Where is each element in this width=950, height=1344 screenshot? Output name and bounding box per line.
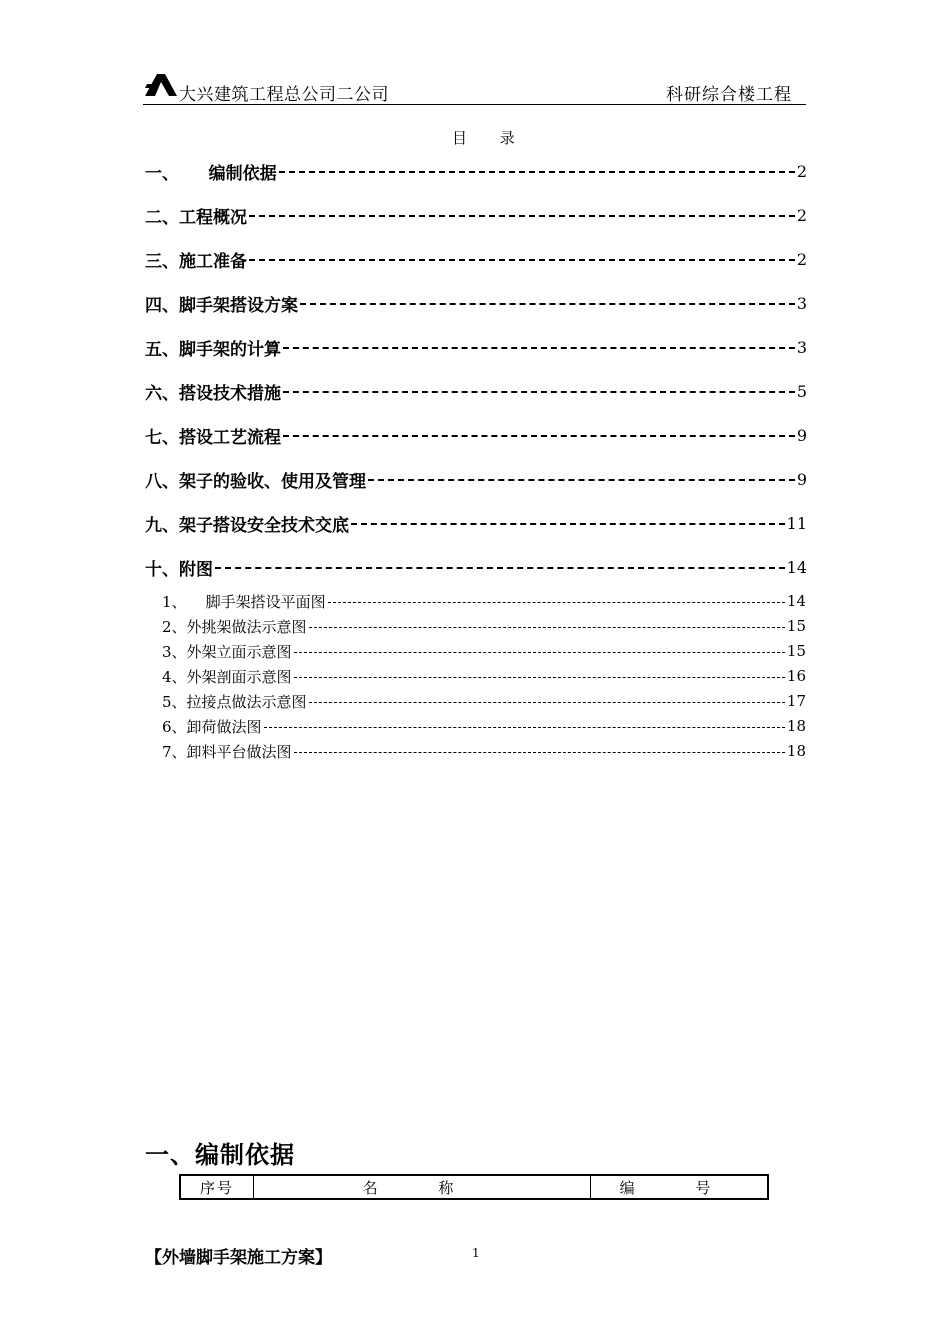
toc-leader [351, 523, 785, 525]
toc-sub-entry-label: 2、外挑架做法示意图 [162, 617, 307, 636]
toc-entry[interactable] [145, 248, 807, 270]
toc-leader [283, 391, 795, 393]
toc-entry-page: 2 [796, 249, 807, 269]
toc-leader [249, 259, 795, 261]
toc-entry-page: 2 [796, 161, 807, 181]
toc-leader [328, 602, 785, 603]
toc-entry-page: 3 [796, 337, 807, 357]
toc-leader [249, 215, 795, 217]
toc-entry[interactable] [145, 160, 807, 182]
toc-entry-page: 5 [796, 381, 807, 401]
page-header [143, 68, 806, 105]
toc-sub-entry-page: 18 [786, 742, 806, 760]
toc-leader [294, 677, 785, 678]
footer-page-number: 1 [472, 1246, 480, 1260]
toc-entry[interactable] [145, 468, 807, 490]
toc-leader [368, 479, 795, 481]
toc-leader [264, 727, 785, 728]
toc-leader [294, 752, 785, 753]
toc-entry-label: 十、附图 [145, 559, 213, 580]
toc-sub-entry-page: 14 [786, 592, 806, 610]
company-logo-icon [143, 70, 179, 98]
toc-entry-label: 七、搭设工艺流程 [145, 427, 281, 448]
toc-leader [294, 652, 785, 653]
toc-leader [309, 702, 785, 703]
footer-document-title: 【外墙脚手架施工方案】 [145, 1248, 332, 1268]
toc-entry[interactable] [145, 380, 807, 402]
toc-sub-entry-label: 1、 脚手架搭设平面图 [162, 592, 326, 611]
toc-leader [300, 303, 795, 305]
toc-entry[interactable] [145, 336, 807, 358]
toc-sub-entry-page: 15 [786, 642, 806, 660]
toc-leader [215, 567, 785, 569]
toc-sub-entry[interactable] [162, 591, 806, 611]
toc-sub-entry-page: 18 [786, 717, 806, 735]
toc-entry-label: 八、架子的验收、使用及管理 [145, 471, 366, 492]
toc-sub-entry[interactable] [162, 741, 806, 761]
basis-table-header [179, 1174, 769, 1200]
toc-entry-label: 三、施工准备 [145, 251, 247, 272]
table-header-name: 名 称 [254, 1176, 591, 1198]
toc-entry-page: 11 [786, 513, 807, 533]
toc-entry-label: 一、 编制依据 [145, 163, 277, 184]
toc-sub-entry[interactable] [162, 691, 806, 711]
toc-sub-entry[interactable] [162, 716, 806, 736]
toc-leader [283, 435, 795, 437]
toc-entry-label: 五、脚手架的计算 [145, 339, 281, 360]
toc-entry-page: 14 [786, 557, 807, 577]
toc-entry-label: 四、脚手架搭设方案 [145, 295, 298, 316]
toc-sub-entry[interactable] [162, 666, 806, 686]
toc-sub-entry-label: 5、拉接点做法示意图 [162, 692, 307, 711]
toc-leader [283, 347, 795, 349]
toc-sub-entry-page: 16 [786, 667, 806, 685]
toc-sub-entry-page: 15 [786, 617, 806, 635]
toc-entry[interactable] [145, 512, 807, 534]
table-header-code: 编 号 [619, 1178, 739, 1197]
toc-entry-label: 六、搭设技术措施 [145, 383, 281, 404]
table-header-index: 序号 [181, 1176, 254, 1198]
toc-entry-page: 9 [796, 469, 807, 489]
toc-entry[interactable] [145, 424, 807, 446]
section-heading: 一、编制依据 [145, 1140, 295, 1169]
toc-entry-page: 9 [796, 425, 807, 445]
project-name: 科研综合楼工程 [666, 85, 792, 105]
toc-sub-entry-label: 6、卸荷做法图 [162, 717, 262, 736]
toc-entry[interactable] [145, 292, 807, 314]
company-name: 大兴建筑工程总公司二公司 [179, 85, 389, 105]
toc-leader [309, 627, 785, 628]
toc-entry[interactable] [145, 204, 807, 226]
toc-sub-entry-label: 7、卸料平台做法图 [162, 742, 292, 761]
toc-sub-entry[interactable] [162, 616, 806, 636]
toc-sub-entry[interactable] [162, 641, 806, 661]
toc-sub-entry-label: 3、外架立面示意图 [162, 642, 292, 661]
toc-entry[interactable] [145, 556, 807, 578]
toc-sub-entry-label: 4、外架剖面示意图 [162, 667, 292, 686]
toc-entry-page: 2 [796, 205, 807, 225]
toc-entry-label: 二、工程概况 [145, 207, 247, 228]
toc-entry-label: 九、架子搭设安全技术交底 [145, 515, 349, 536]
toc-leader [279, 171, 795, 173]
toc-title: 目 录 [452, 129, 529, 147]
toc-sub-entry-page: 17 [786, 692, 806, 710]
toc-entry-page: 3 [796, 293, 807, 313]
